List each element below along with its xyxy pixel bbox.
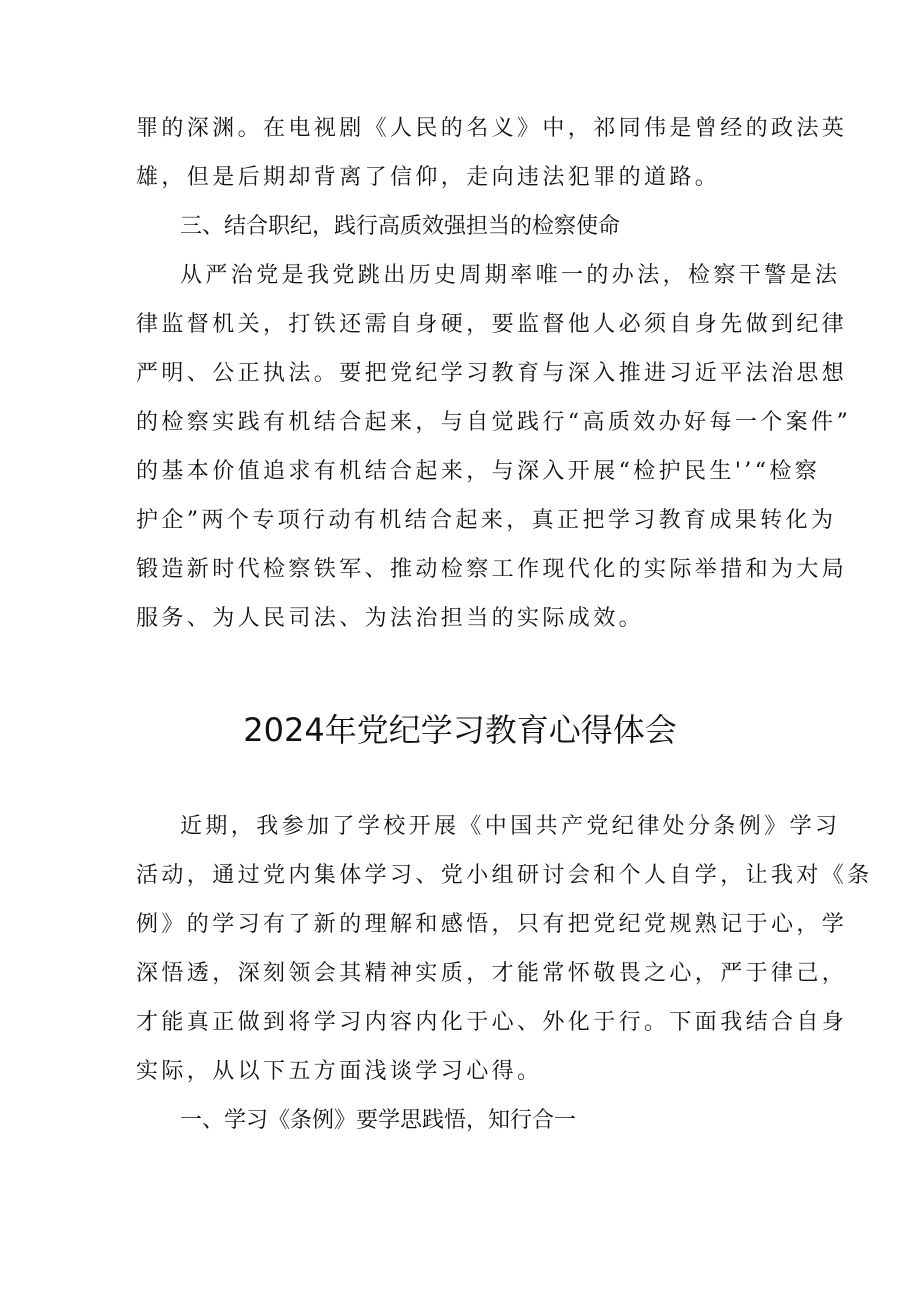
paragraph-line: 从严治党是我党跳出历史周期率唯一的办法，检察干警是法: [180, 263, 841, 288]
paragraph-line: 近期，我参加了学校开展《中国共产党纪律处分条例》学习: [180, 814, 841, 839]
paragraph-line: 护企”两个专项行动有机结合起来，真正把学习教育成果转化为: [136, 508, 837, 533]
paragraph-line: 例》的学习有了新的理解和感悟，只有把党纪党规熟记于心，学: [136, 912, 848, 937]
paragraph-line: 锻造新时代检察铁军、推动检察工作现代化的实际举措和为大局: [136, 557, 848, 582]
section-three-heading: 三、结合职纪，践行高质效强担当的检察使命: [180, 214, 621, 239]
paragraph-line: 深悟透，深刻领会其精神实质，才能常怀敬畏之心，严于律己，: [136, 961, 848, 986]
paragraph-line: 的基本价值追求有机结合起来，与深入开展“检护民生'’“检察: [136, 459, 821, 484]
paragraph-line: 服务、为人民司法、为法治担当的实际成效。: [136, 606, 645, 631]
article-title: 2024年党纪学习教育心得体会: [243, 711, 677, 749]
section-one-heading: 一、学习《条例》要学思践悟，知行合一: [180, 1108, 577, 1133]
paragraph-line: 的检察实践有机结合起来，与自觉践行“高质效办好每一个案件”: [136, 410, 852, 435]
paragraph-line: 活动，通过党内集体学习、党小组研讨会和个人自学，让我对《条: [136, 863, 873, 888]
paragraph-line: 罪的深渊。在电视剧《人民的名义》中，祁同伟是曾经的政法英: [136, 116, 848, 141]
paragraph-line: 雄，但是后期却背离了信仰，走向违法犯罪的道路。: [136, 165, 721, 190]
paragraph-line: 实际，从以下五方面浅谈学习心得。: [136, 1059, 543, 1084]
paragraph-line: 律监督机关，打铁还需自身硬，要监督他人必须自身先做到纪律: [136, 312, 848, 337]
paragraph-line: 严明、公正执法。要把党纪学习教育与深入推进习近平法治思想: [136, 361, 848, 386]
paragraph-line: 才能真正做到将学习内容内化于心、外化于行。下面我结合自身: [136, 1010, 848, 1035]
